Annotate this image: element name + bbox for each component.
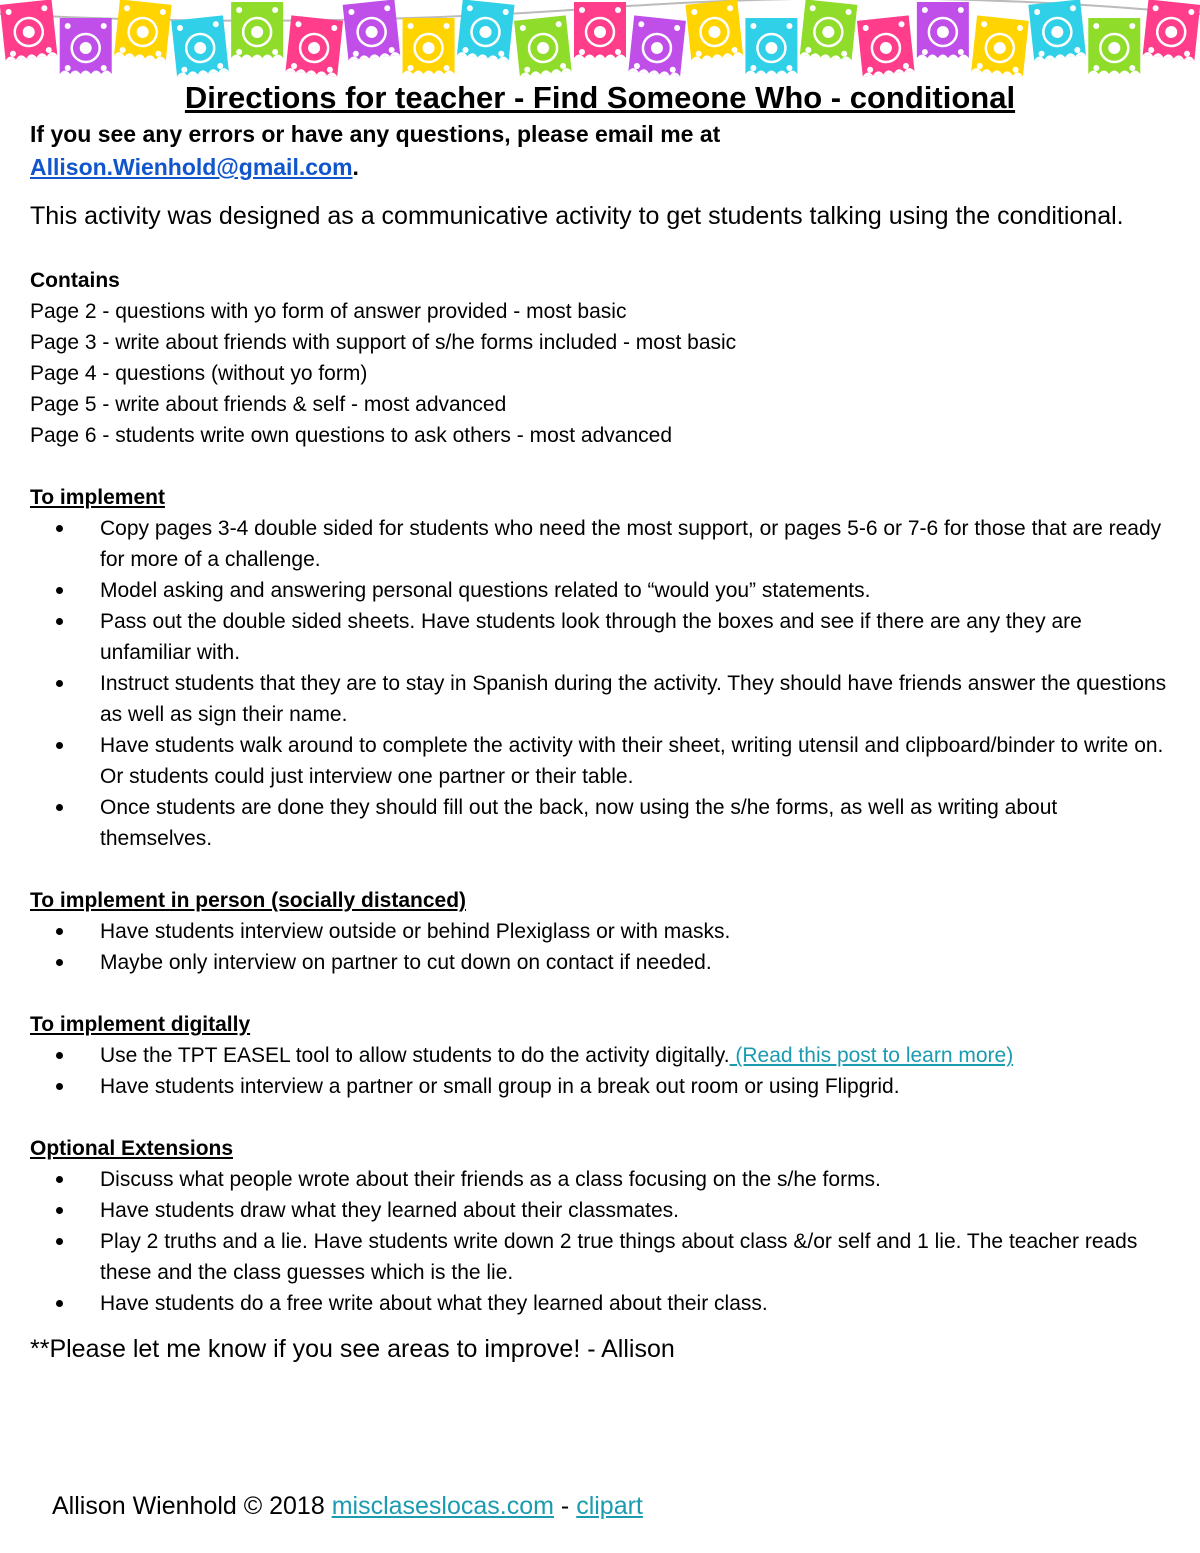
intro-text: If you see any errors or have any questions, please email me at (30, 121, 721, 147)
contains-list (30, 296, 1170, 451)
papel-picado-flag (343, 0, 401, 61)
digital-list (30, 1040, 1170, 1102)
list-item-text: Have students interview a partner or small group in a break out room or using Flipgrid. (100, 1075, 900, 1098)
papel-picado-flag (457, 0, 515, 61)
list-item (30, 1288, 1170, 1319)
papel-picado-flag (114, 0, 172, 61)
list-item-text: Have students draw what they learned about their classmates. (100, 1199, 679, 1222)
blog-post-link[interactable]: (Read this post to learn more) (729, 1044, 1014, 1067)
list-item-text: Model asking and answering personal questions related to “would you” statements. (100, 579, 871, 602)
contains-item: Page 6 - students write own questions to ask others - most advanced (30, 424, 673, 447)
bullet-icon (56, 1083, 63, 1090)
papel-picado-flag (286, 15, 344, 76)
contains-item: Page 3 - write about friends with support of s/he forms included - most basic (30, 331, 737, 354)
list-item (30, 947, 1170, 978)
footer-copyright: Allison Wienhold © 2018 (52, 1492, 332, 1520)
bullet-icon (56, 525, 63, 532)
bullet-icon (56, 804, 63, 811)
papel-picado-flag (1028, 0, 1086, 61)
document-page (30, 78, 1170, 1367)
list-item (30, 1164, 1170, 1195)
papel-picado-flag (231, 2, 283, 58)
in-person-list (30, 916, 1170, 978)
contains-heading: Contains (30, 269, 120, 292)
list-item (30, 575, 1170, 606)
papel-picado-flag (0, 0, 57, 61)
bullet-icon (56, 1052, 63, 1059)
list-item-text: Have students interview outside or behind Plexiglass or with masks. (100, 920, 731, 943)
digital-heading: To implement digitally (30, 1013, 251, 1036)
extensions-list (30, 1164, 1170, 1319)
papel-picado-flag (800, 0, 858, 61)
in-person-heading: To implement in person (socially distanced) (30, 889, 467, 912)
bullet-icon (56, 1176, 63, 1183)
list-item-text: Discuss what people wrote about their friends as a class focusing on the s/he forms. (100, 1168, 881, 1191)
footer (52, 1488, 643, 1524)
bullet-icon (56, 742, 63, 749)
papel-picado-flag (628, 15, 686, 76)
list-item-text: Have students walk around to complete the activity with their sheet, writing utensil and clipboard/binder to write on. Or students could just interview one partner or their table. (100, 734, 1164, 788)
list-item (30, 916, 1170, 947)
papel-picado-flag (514, 15, 572, 76)
bullet-icon (56, 618, 63, 625)
papel-picado-flag (745, 18, 797, 74)
bullet-icon (56, 680, 63, 687)
bullet-icon (56, 1238, 63, 1245)
contains-item: Page 4 - questions (without yo form) (30, 362, 368, 385)
bullet-icon (56, 959, 63, 966)
list-item-text: Play 2 truths and a lie. Have students write down 2 true things about class &/or self and 1 lie. The teacher reads these and the class guesses which is the lie. (100, 1230, 1138, 1284)
list-item-text: Pass out the double sided sheets. Have students look through the boxes and see if there are any they are unfamiliar with. (100, 610, 1082, 664)
extensions-heading: Optional Extensions (30, 1137, 234, 1160)
footer-separator: - (553, 1492, 577, 1520)
list-item (30, 668, 1170, 730)
list-item-text: Copy pages 3-4 double sided for students who need the most support, or pages 5-6 or 7-6 for those that are ready for more of a challenge. (100, 517, 1162, 571)
papel-picado-flag (686, 0, 744, 61)
list-item (30, 606, 1170, 668)
list-item-text: Have students do a free write about what they learned about their class. (100, 1292, 768, 1315)
email-link[interactable]: Allison.Wienhold@gmail.com (30, 154, 353, 180)
list-item (30, 1226, 1170, 1288)
list-item-text: Instruct students that they are to stay in Spanish during the activity. They should have friends answer the questions as well as sign their name. (100, 672, 1167, 726)
papel-picado-flag (574, 2, 626, 58)
page-title: Directions for teacher - Find Someone Who - conditional (184, 80, 1016, 115)
list-item-text: Once students are done they should fill out the back, now using the s/he forms, as well as writing about themselves. (100, 796, 1058, 850)
intro-contact (30, 118, 1170, 184)
closing-note: **Please let me know if you see areas to improve! - Allison (30, 1335, 675, 1363)
papel-picado-flag (403, 18, 455, 74)
list-item (30, 1071, 1170, 1102)
site-link[interactable]: misclaseslocas.com (331, 1492, 554, 1520)
papel-picado-flag (917, 2, 969, 58)
list-item (30, 792, 1170, 854)
list-item (30, 730, 1170, 792)
list-item-text: Use the TPT EASEL tool to allow students to do the activity digitally. (100, 1044, 730, 1067)
clipart-link[interactable]: clipart (576, 1492, 643, 1520)
papel-picado-flag (971, 15, 1029, 76)
contains-item: Page 2 - questions with yo form of answer provided - most basic (30, 300, 627, 323)
bullet-icon (56, 1207, 63, 1214)
bullet-icon (56, 1300, 63, 1307)
implement-list (30, 513, 1170, 854)
papel-picado-flag (857, 15, 915, 76)
bullet-icon (56, 928, 63, 935)
contains-item: Page 5 - write about friends & self - most advanced (30, 393, 507, 416)
activity-description: This activity was designed as a communicative activity to get students talking using the conditional. (30, 202, 1124, 230)
papel-picado-flag (171, 15, 229, 76)
implement-heading: To implement (30, 486, 165, 509)
bullet-icon (56, 587, 63, 594)
list-item-text: Maybe only interview on partner to cut down on contact if needed. (100, 951, 712, 974)
list-item (30, 513, 1170, 575)
intro-period: . (352, 154, 359, 180)
papel-picado-flag (1088, 18, 1140, 74)
list-item (30, 1040, 1170, 1071)
papel-picado-flag (1143, 0, 1200, 61)
list-item (30, 1195, 1170, 1226)
papel-picado-flag (60, 18, 112, 74)
